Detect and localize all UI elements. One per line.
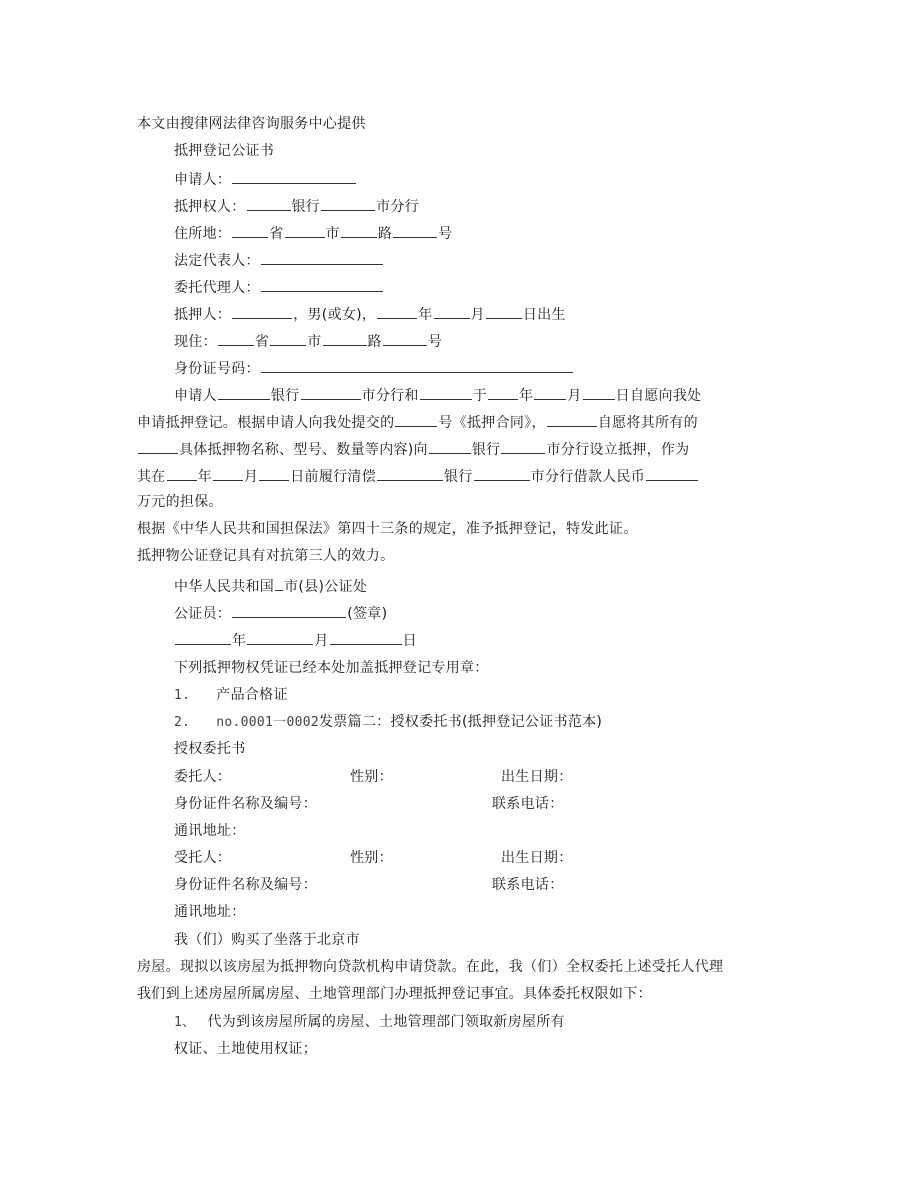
body-line-1 [174,385,701,405]
id-number-label: 身份证号码： [174,361,260,377]
text: 号《抵押合同》， [438,415,546,431]
province-label: 省 [269,226,284,242]
poa-item-1-continued: 权证、土地使用权证； [174,1041,317,1057]
text: 其在 [137,469,166,485]
text: 年 [197,469,212,485]
text: 市分行借款人民币 [530,469,646,485]
notary-office-line [174,576,367,596]
blank[interactable] [167,466,197,481]
text: 自愿将其所有的 [597,415,698,431]
residence-label: 现住： [174,334,217,350]
mortgagee-line [174,196,419,216]
seal-label: (签章) [347,606,388,622]
agent-label: 委托代理人： [174,280,260,296]
blank[interactable] [377,466,443,481]
poa-item-1 [174,1013,565,1032]
trustee-address-line: 通讯地址： [174,904,246,920]
res-road-blank[interactable] [323,331,367,346]
legal-rep-blank[interactable] [261,250,383,265]
month-label: 月 [470,307,485,323]
mortgagee-label: 抵押权人： [174,199,246,215]
birth-label: 出生日期： [501,769,573,785]
text: 年 [519,388,534,404]
text: 申请人 [174,388,217,404]
notary-label: 公证员： [174,606,232,622]
birth-day-blank[interactable] [486,304,522,319]
principal-id-line [174,795,694,813]
source-note: 本文由搜律网法律咨询服务中心提供 [137,116,366,132]
born-label: 日出生 [522,307,566,323]
trustee-id-doc-label: 身份证件名称及编号： [174,877,317,893]
res-number-label: 号 [427,334,443,350]
res-province-blank[interactable] [218,331,254,346]
trustee-phone-label: 联系电话： [492,877,564,893]
birth-month-blank[interactable] [434,304,470,319]
res-number-blank[interactable] [383,331,427,346]
mortgagor-label: 抵押人： [174,307,232,323]
agent-line [174,277,384,297]
gender-label: 性别： [350,769,393,785]
text: 市分行和 [361,388,419,404]
year-label: 年 [418,307,433,323]
res-road-label: 路 [367,334,382,350]
branch-blank[interactable] [321,196,375,211]
birth-year-blank[interactable] [377,304,417,319]
res-city-blank[interactable] [270,331,306,346]
day-blank[interactable] [330,630,402,645]
poa-title: 授权委托书 [174,741,246,757]
text: 月 [243,469,259,485]
road-label: 路 [377,226,393,242]
principal-address-line: 通讯地址： [174,823,246,839]
stamp-intro: 下列抵押物权凭证已经本处加盖抵押登记专用章： [174,660,489,676]
blank[interactable] [501,439,545,454]
list-text: 代为到该房屋所属的房屋、土地管理部门领取新房屋所有 [207,1014,565,1030]
text: 市分行设立抵押，作为 [546,442,690,458]
road-blank[interactable] [341,223,377,238]
city-blank[interactable] [275,576,283,591]
text: 日自愿向我处 [615,388,702,404]
signature-date-line [174,630,417,650]
invoice-code: no.0001一0002 [216,715,319,730]
text: 月 [567,388,582,404]
city-branch-label: 市分行 [376,199,420,215]
residence-line [174,331,442,351]
month-blank[interactable] [247,630,313,645]
blank[interactable] [534,385,566,400]
stamp-item-2 [174,713,602,732]
applicant-blank[interactable] [232,169,356,184]
blank[interactable] [259,466,289,481]
number-label: 号 [438,226,453,242]
phone-label: 联系电话： [492,796,564,812]
blank[interactable] [301,385,361,400]
blank[interactable] [547,412,597,427]
notary-blank[interactable] [232,603,346,618]
id-number-line [174,358,574,378]
principal-line [174,768,694,786]
body-line-3 [137,439,689,459]
blank[interactable] [583,385,615,400]
trustee-gender-label: 性别： [350,850,393,866]
blank[interactable] [218,385,270,400]
list-text: 发票篇二：授权委托书(抵押登记公证书范本) [318,714,603,730]
legal-rep-line [174,250,384,270]
applicant-label: 申请人： [174,172,232,188]
number-blank[interactable] [393,223,437,238]
address-line [174,223,452,243]
agent-blank[interactable] [261,277,383,292]
text: 银行 [270,388,300,404]
list-number: 2. [174,715,191,730]
legal-rep-label: 法定代表人： [174,253,260,269]
text: 银行 [444,469,473,485]
stamp-item-1 [174,686,288,705]
blank[interactable] [646,466,698,481]
blank[interactable] [488,385,518,400]
list-number: 1. [174,688,191,703]
year-blank[interactable] [175,630,231,645]
principal-label: 委托人： [174,769,232,785]
blank[interactable] [420,385,472,400]
trustee-id-line [174,876,694,894]
gender-label: ，男(或女)， [293,307,377,323]
text: 具体抵押物名称、型号、数量等内容)向 [179,442,428,458]
trustee-birth-label: 出生日期： [501,850,573,866]
bank-blank[interactable] [247,196,291,211]
mortgagor-blank[interactable] [232,304,292,319]
text: 银行 [471,442,501,458]
trustee-label: 受托人： [174,850,232,866]
id-doc-label: 身份证件名称及编号： [174,796,317,812]
id-number-blank[interactable] [261,358,573,373]
applicant-line [174,169,357,189]
blank[interactable] [138,439,178,454]
city-label: 市 [325,226,340,242]
bank-label: 银行 [291,199,321,215]
day-label: 日 [402,633,417,649]
text: 日前履行清偿 [290,469,377,485]
approval-statement: 根据《中华人民共和国担保法》第四十三条的规定，准予抵押登记，特发此证。 [137,521,638,537]
city-blank[interactable] [285,223,325,238]
res-city-label: 市 [307,334,322,350]
mortgagor-line [174,304,566,324]
blank[interactable] [213,466,243,481]
province-blank[interactable] [232,223,268,238]
res-province-label: 省 [254,334,270,350]
poa-para-2: 房屋。现拟以该房屋为抵押物向贷款机构申请贷款。在此，我（们）全权委托上述受托人代理 [137,959,724,975]
list-text: 产品合格证 [216,687,288,703]
effect-statement: 抵押物公证登记具有对抗第三人的效力。 [137,548,395,564]
body-line-4 [137,466,699,486]
trustee-line [174,849,694,867]
month-label: 月 [314,633,329,649]
notary-line [174,603,387,623]
address-label: 住所地： [174,226,232,242]
text: 于 [472,388,488,404]
body-line-5: 万元的担保。 [137,494,223,510]
office-label: 中华人民共和国 [174,579,275,595]
poa-para-3: 我们到上述房屋所属房屋、土地管理部门办理抵押登记事宜。具体委托权限如下： [137,986,652,1002]
blank[interactable] [429,439,471,454]
blank[interactable] [474,466,530,481]
text: 申请抵押登记。根据申请人向我处提交的 [137,415,395,431]
poa-para-1: 我（们）购买了坐落于北京市 [174,932,360,948]
year-label: 年 [232,633,247,649]
document-title: 抵押登记公证书 [174,143,275,159]
office-suffix: 市(县)公证处 [284,579,368,595]
blank[interactable] [395,412,437,427]
list-number: 1、 [174,1015,196,1030]
body-line-2 [137,412,698,432]
